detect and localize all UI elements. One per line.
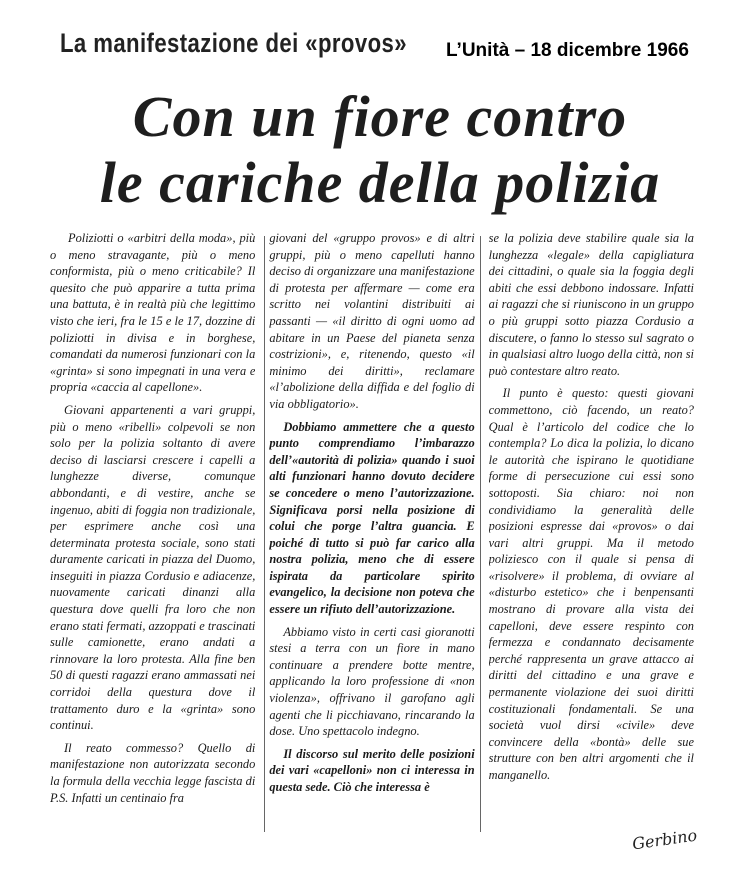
paragraph: se la polizia deve stabilire quale sia la lunghezza «legale» della capigliatura dei cittadini, o quale sia la foggia degli abiti che essi debbono indossare. Infatti ai ragazzi che si riuniscono in un gruppo o più gruppi sotto piazza Cordusio a discutere, o fanno lo stesso sul sagrato o in qualsiasi altro luogo della città, non si può contestare altro reato. bbox=[488, 231, 694, 378]
article-body bbox=[50, 230, 694, 830]
column-3 bbox=[489, 230, 694, 830]
column-2 bbox=[269, 230, 474, 830]
paragraph: Dobbiamo ammettere che a questo punto comprendiamo l’imbarazzo dell’«autorità di polizia» quando i suoi alti funzionari hanno dovuto decidere se concedere o meno l’autorizzazione. Significava porsi nella posizione di colui che porge l’altra guancia. E poiché di tutto si può far carico alla nostra polizia, meno che di essere ispirata da particolare spirito evangelico, la decisione non poteva che essere un rifiuto dell’autorizzazione. bbox=[269, 419, 475, 617]
paragraph: Il discorso sul merito delle posizioni dei vari «capelloni» non ci interessa in questa sede. Ciò che interessa è bbox=[269, 746, 475, 794]
article-kicker: La manifestazione dei «provos» bbox=[60, 28, 407, 58]
source-caption: L’Unità – 18 dicembre 1966 bbox=[446, 40, 689, 61]
paragraph: Abbiamo visto in certi casi gioranotti stesi a terra con un fiore in mano continuare a prendere botte mentre, applicando la loro professione di «non violenza», offrivano il garofano agli agenti che li picchiavano, rincarando la dose. Uno spettacolo indegno. bbox=[269, 624, 475, 739]
paragraph: Poliziotti o «arbitri della moda», più o meno stravagante, più o meno conformista, più o meno criticabile? Il quesito che può apparire a tutta prima una battuta, è in realtà più che legittimo visto che ieri, fra le 15 e le 17, dozzine di poliziotti in divisa e in borghese, comandati da numerosi funzionari con la «grinta» si sono impegnati in una vera e propria «caccia al capellone». bbox=[50, 231, 256, 395]
headline-line-2: le cariche della polizia bbox=[99, 150, 661, 215]
paragraph: Giovani appartenenti a vari gruppi, più o meno «ribelli» colpevoli se non solo per la polizia soltanto di avere deciso di lasciarsi crescere i capelli a lunghezze diverse, comunque abbondanti, e di vestire, anche se ingenuo, abiti di foggia non tradizionale, per esprimere anche così una determinata protesta sociale, sono stati duramente caricati in piazza del Duomo, inseguiti in piazza Cordusio e adiacenze, nuovamente caricati dinanzi alla questura dove quelli fra loro che non erano stati fermati, azzoppati e trascinati sulle camionette, erano andati a rinnovare la loro protesta. Alla fine ben 50 di questi ragazzi erano ammassati nei corridoi della questura dove il trattamento duro e la «grinta» sono continui. bbox=[50, 402, 256, 733]
headline-line-1: Con un fiore contro bbox=[132, 84, 628, 149]
paragraph: Il reato commesso? Quello di manifestazione non autorizzata secondo la formula della vecchia legge fascista di P.S. Infatti un centinaio fra bbox=[50, 740, 256, 805]
paragraph: Il punto è questo: questi giovani commettono, ciò facendo, un reato? Qual è l’articolo del codice che lo contempla? Lo dica la polizia, lo dicano le autorità che ispirano le quotidiane forme di persecuzione cui essi sono sottoposti. Sia chiaro: noi non condividiamo la generalità delle posizioni espresse dai «provos» o dai vari altri gruppi. Ma il metodo poliziesco con il quale si pensa di «risolvere» il problema, di ovviare al «disturbo estetico» che i benpensanti mostrano di provare alla vista dei capelloni, deve essere respinto con fermezza e condannato decisamente perché rappresenta un grave attacco ai diritti del cittadino e una grave e permanente violazione dei suoi diritti costituzionali fondamentali. Se una società vuol dirsi «civile» deve convincere della «bontà» delle sue strutture con ben altri argomenti che il manganello. bbox=[488, 386, 694, 782]
author-signature: Gerbino bbox=[630, 825, 699, 854]
column-1 bbox=[50, 230, 255, 830]
paragraph: giovani del «gruppo provos» e di altri gruppi, più o meno capelluti hanno deciso di organizzare una manifestazione di protesta per affermare — come era scritto nei volantini distribuiti ai passanti — «il diritto di ogni uomo ad abitare in un Paese del pianeta senza costrizioni», e, ritenendo, questo «il minimo dei diritti», reclamare «l’abolizione della diffida e del foglio di via obbligatorio». bbox=[269, 231, 475, 411]
